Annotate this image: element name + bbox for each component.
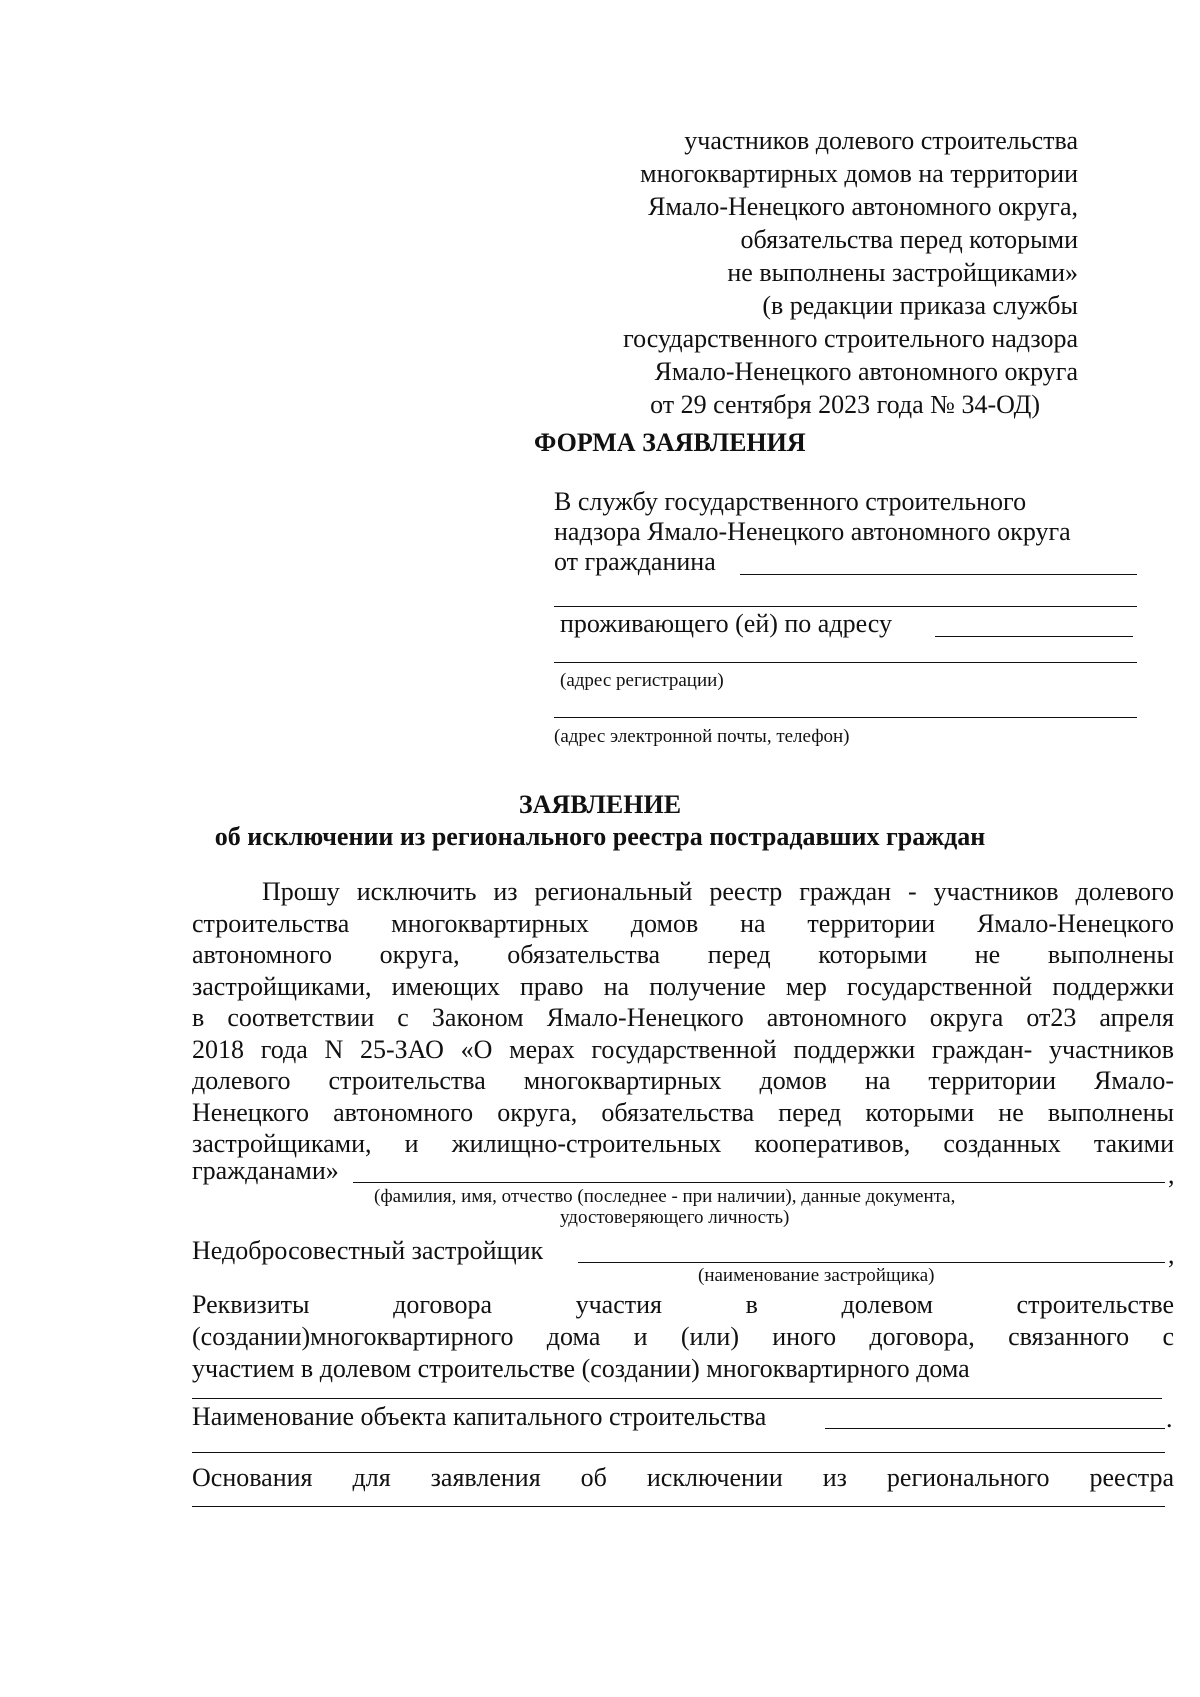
contract-line: участием в долевом строительстве (создании) многоквартирного дома xyxy=(192,1354,970,1383)
header-line: (в редакции приказа службы xyxy=(762,291,1078,320)
header-approval-block xyxy=(623,124,1078,421)
form-title: ФОРМА ЗАЯВЛЕНИЯ xyxy=(534,428,806,457)
header-line: не выполнены застройщиками» xyxy=(727,258,1078,287)
person-caption-1: (фамилия, имя, отчество (последнее - при наличии), данные документа, xyxy=(374,1186,956,1207)
citizen-name-field-2[interactable] xyxy=(554,606,1137,607)
addressee-block xyxy=(554,487,1144,577)
contacts-caption: (адрес электронной почты, телефон) xyxy=(554,726,850,747)
header-line: многоквартирных домов на территории xyxy=(640,159,1078,188)
object-field-2[interactable] xyxy=(192,1452,1165,1453)
body-line: долевого строительства многоквартирных домов на территории Ямало- xyxy=(192,1066,1174,1095)
comma: , xyxy=(1168,1160,1175,1189)
body-line: застройщиками, и жилищно-строительных кооперативов, созданных такими xyxy=(192,1129,1174,1158)
address-field-2[interactable] xyxy=(554,662,1137,663)
header-line: обязательства перед которыми xyxy=(740,225,1078,254)
body-line: автономного округа, обязательства перед которыми не выполнены xyxy=(192,940,1174,969)
object-field[interactable] xyxy=(825,1428,1165,1429)
contract-line: (создании)многоквартирного дома и (или) иного договора, связанного с xyxy=(192,1322,1174,1351)
developer-caption: (наименование застройщика) xyxy=(698,1265,935,1286)
person-caption-2: удостоверяющего личность) xyxy=(560,1207,790,1228)
header-line: от 29 сентября 2023 года № 34-ОД) xyxy=(650,390,1040,419)
citizen-name-field[interactable] xyxy=(740,574,1137,575)
developer-label: Недобросовестный застройщик xyxy=(192,1236,544,1265)
addressee-line: надзора Ямало-Ненецкого автономного округа xyxy=(554,517,1071,546)
address-field[interactable] xyxy=(935,636,1133,637)
body-line: строительства многоквартирных домов на территории Ямало-Ненецкого xyxy=(192,908,1174,938)
object-label: Наименование объекта капитального строительства xyxy=(192,1402,767,1431)
body-line: 2018 года N 25-ЗАО «О мерах государственной поддержки граждан- участников xyxy=(192,1034,1174,1064)
body-line: Ненецкого автономного округа, обязательства перед которыми не выполнены xyxy=(192,1097,1174,1127)
addressee-from-label: от гражданина xyxy=(554,547,716,576)
application-subtitle: об исключении из регионального реестра пострадавших граждан xyxy=(214,822,986,851)
body-line: застройщиками, имеющих право на получение мер государственной поддержки xyxy=(192,971,1174,1001)
body-line: Прошу исключить из региональный реестр граждан - участников долевого xyxy=(262,877,1174,906)
body-line: в соответствии с Законом Ямало-Ненецкого автономного округа от23 апреля xyxy=(192,1003,1174,1032)
contract-line: Реквизиты договора участия в долевом строительстве xyxy=(192,1290,1174,1319)
residing-label: проживающего (ей) по адресу xyxy=(560,609,892,638)
addressee-line: В службу государственного строительного xyxy=(554,487,1027,516)
contacts-field[interactable] xyxy=(554,717,1137,718)
header-line: участников долевого строительства xyxy=(684,126,1078,155)
grounds-line: Основания для заявления об исключении из регионального реестра xyxy=(192,1463,1174,1492)
body-last-text: гражданами» xyxy=(192,1156,339,1185)
application-body xyxy=(192,876,1174,1160)
period: . xyxy=(1166,1404,1173,1433)
grounds-field[interactable] xyxy=(192,1506,1165,1507)
header-line: Ямало-Ненецкого автономного округа, xyxy=(647,192,1078,221)
developer-field[interactable] xyxy=(578,1262,1165,1263)
comma: , xyxy=(1168,1240,1175,1269)
person-details-field[interactable] xyxy=(353,1182,1165,1183)
registration-caption: (адрес регистрации) xyxy=(560,670,724,691)
application-title: ЗАЯВЛЕНИЕ xyxy=(518,790,682,819)
header-line: государственного строительного надзора xyxy=(623,324,1078,353)
header-line: Ямало-Ненецкого автономного округа xyxy=(654,357,1078,386)
contract-field[interactable] xyxy=(192,1398,1162,1399)
